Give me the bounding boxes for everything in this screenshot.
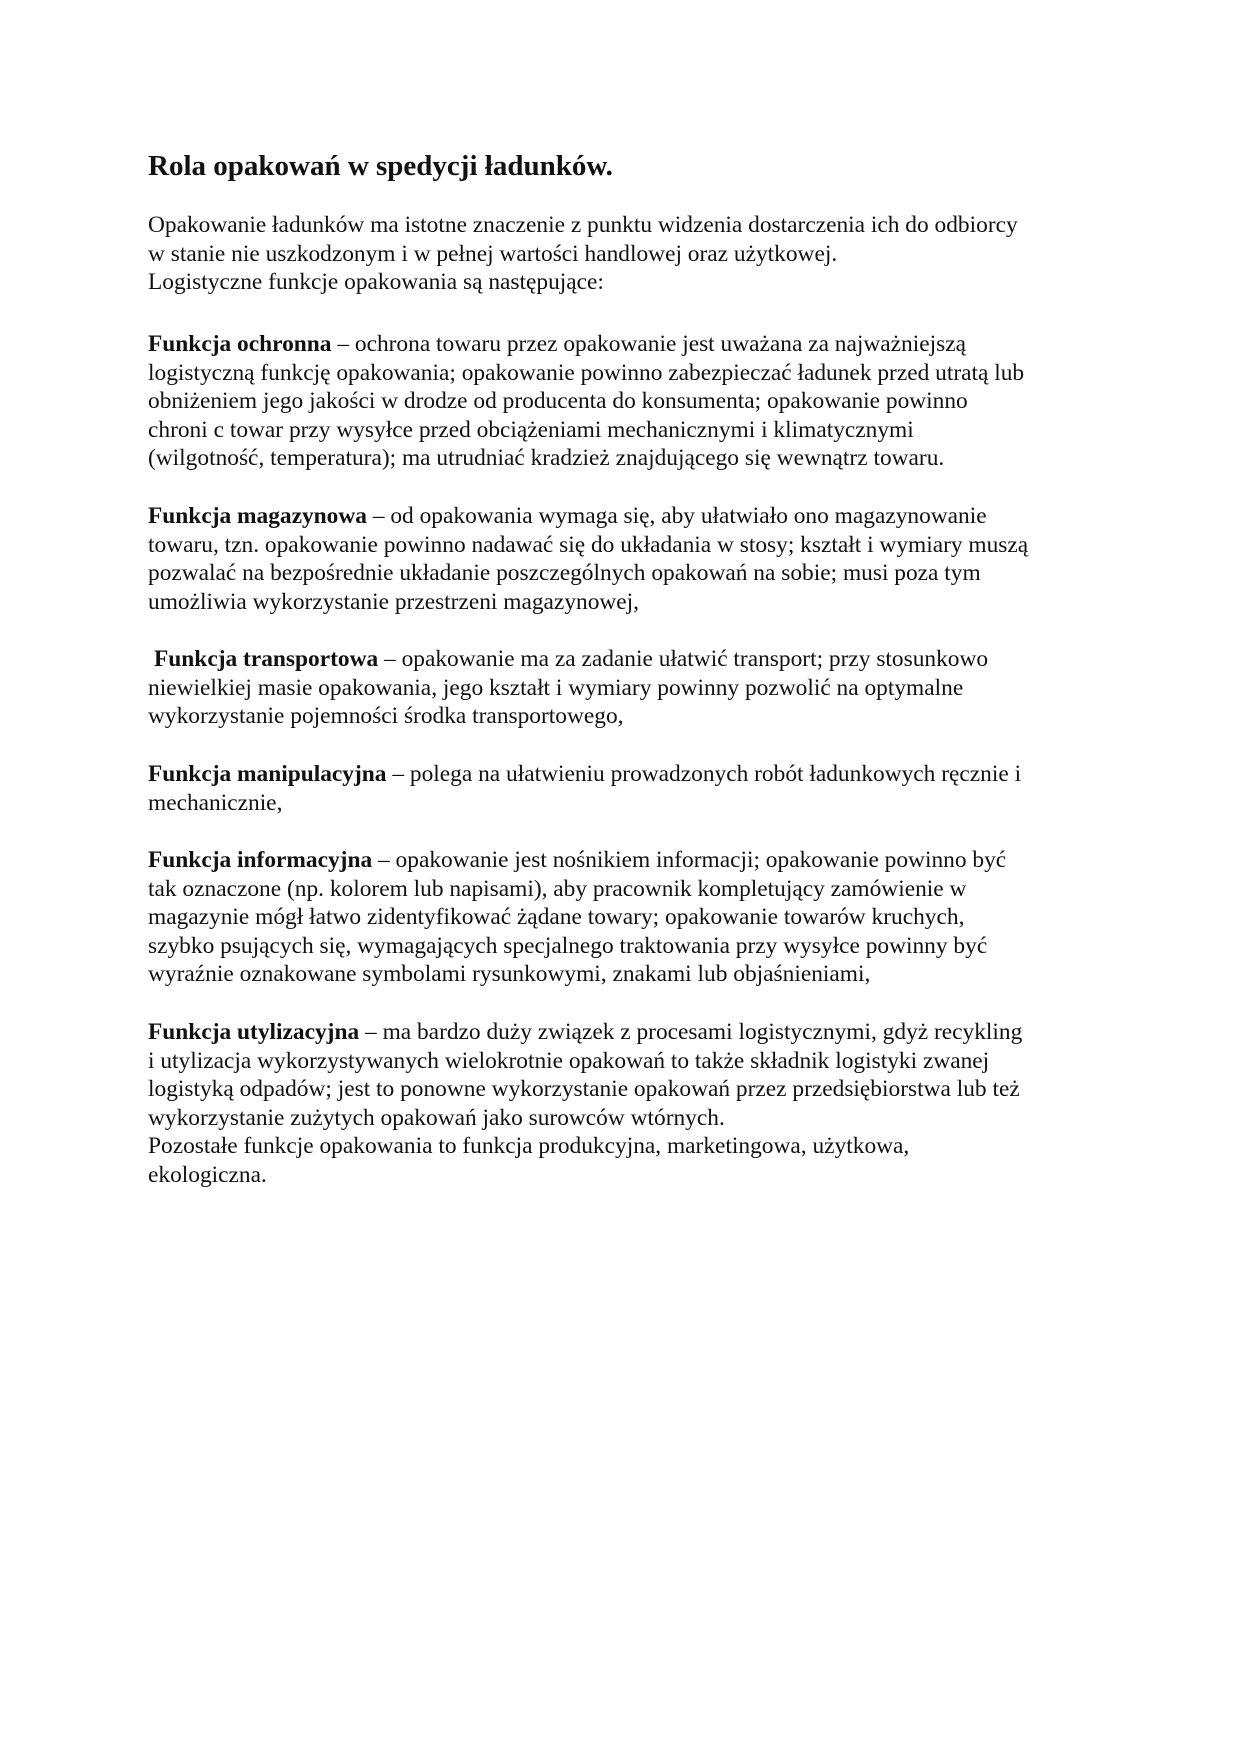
- function-line: magazynie mógł łatwo zidentyfikować żądane towary; opakowanie towarów kruchych,: [148, 904, 965, 931]
- function-term: Funkcja utylizacyjna: [148, 1019, 360, 1045]
- function-line: obniżeniem jego jakości w drodze od producenta do konsumenta; opakowanie powinno: [148, 388, 968, 415]
- intro-line: w stanie nie uszkodzonym i w pełnej wartości handlowej oraz użytkowej.: [148, 240, 838, 267]
- intro-line: Logistyczne funkcje opakowania są następujące:: [148, 269, 604, 296]
- function-description: – opakowanie ma za zadanie ułatwić transport; przy stosunkowo: [378, 646, 989, 672]
- page-title: Rola opakowań w spedycji ładunków.: [148, 150, 613, 182]
- function-line: niewielkiej masie opakowania, jego kształt i wymiary powinny pozwolić na optymalne: [148, 674, 964, 701]
- function-line: chroni c towar przy wysyłce przed obciążeniami mechanicznymi i klimatycznymi: [148, 416, 914, 443]
- function-line: ekologiczna.: [148, 1161, 267, 1188]
- function-term: Funkcja magazynowa: [148, 503, 367, 529]
- function-description: – opakowanie jest nośnikiem informacji; opakowanie powinno być: [372, 847, 1007, 873]
- function-term: Funkcja manipulacyjna: [148, 761, 387, 787]
- function-term: Funkcja informacyjna: [148, 847, 373, 873]
- function-first-line: [148, 645, 1098, 674]
- function-line: umożliwia wykorzystanie przestrzeni magazynowej,: [148, 588, 640, 615]
- function-handling-paragraph: [148, 760, 1098, 817]
- function-term: Funkcja ochronna: [148, 331, 332, 357]
- intro-line: Opakowanie ładunków ma istotne znaczenie z punktu widzenia dostarczenia ich do odbiorcy: [148, 212, 1018, 238]
- function-description: – ochrona towaru przez opakowanie jest uważana za najważniejszą: [331, 331, 966, 357]
- function-line: wykorzystanie pojemności środka transportowego,: [148, 703, 624, 730]
- function-line: tak oznaczone (np. kolorem lub napisami), aby pracownik kompletujący zamówienie w: [148, 875, 967, 902]
- function-information-paragraph: [148, 846, 1098, 989]
- function-transport-paragraph: [148, 645, 1098, 731]
- intro-paragraph: [148, 211, 1098, 297]
- function-first-line: [148, 330, 1098, 359]
- function-first-line: [148, 846, 1098, 875]
- function-line: Pozostałe funkcje opakowania to funkcja produkcyjna, marketingowa, użytkowa,: [148, 1133, 910, 1160]
- function-line: logistyczną funkcję opakowania; opakowanie powinno zabezpieczać ładunek przed utratą lub: [148, 359, 1025, 386]
- function-description: – od opakowania wymaga się, aby ułatwiało ono magazynowanie: [366, 503, 987, 529]
- function-line: (wilgotność, temperatura); ma utrudniać kradzież znajdującego się wewnątrz towaru.: [148, 445, 945, 472]
- function-line: i utylizacja wykorzystywanych wielokrotnie opakowań to także składnik logistyki zwanej: [148, 1047, 990, 1074]
- function-line: wyraźnie oznakowane symbolami rysunkowymi, znakami lub objaśnieniami,: [148, 961, 871, 988]
- function-protective-paragraph: [148, 330, 1098, 473]
- function-line: logistyką odpadów; jest to ponowne wykorzystanie opakowań przez przedsiębiorstwa lub też: [148, 1076, 1020, 1103]
- function-line: szybko psujących się, wymagających specjalnego traktowania przy wysyłce powinny być: [148, 932, 988, 959]
- function-line: towaru, tzn. opakowanie powinno nadawać się do układania w stosy; kształt i wymiary muszą: [148, 531, 1029, 558]
- function-first-line: [148, 502, 1098, 531]
- function-first-line: [148, 760, 1098, 789]
- function-line: mechanicznie,: [148, 789, 283, 816]
- function-first-line: [148, 1018, 1098, 1047]
- function-description: – polega na ułatwieniu prowadzonych robót ładunkowych ręcznie i: [386, 761, 1022, 787]
- function-term: Funkcja transportowa: [154, 646, 379, 672]
- function-disposal-paragraph: [148, 1018, 1098, 1190]
- function-storage-paragraph: [148, 502, 1098, 616]
- function-line: wykorzystanie zużytych opakowań jako surowców wtórnych.: [148, 1104, 725, 1131]
- function-line: pozwalać na bezpośrednie układanie poszczególnych opakowań na sobie; musi poza tym: [148, 560, 981, 587]
- function-description: – ma bardzo duży związek z procesami logistycznymi, gdyż recykling: [359, 1019, 1023, 1045]
